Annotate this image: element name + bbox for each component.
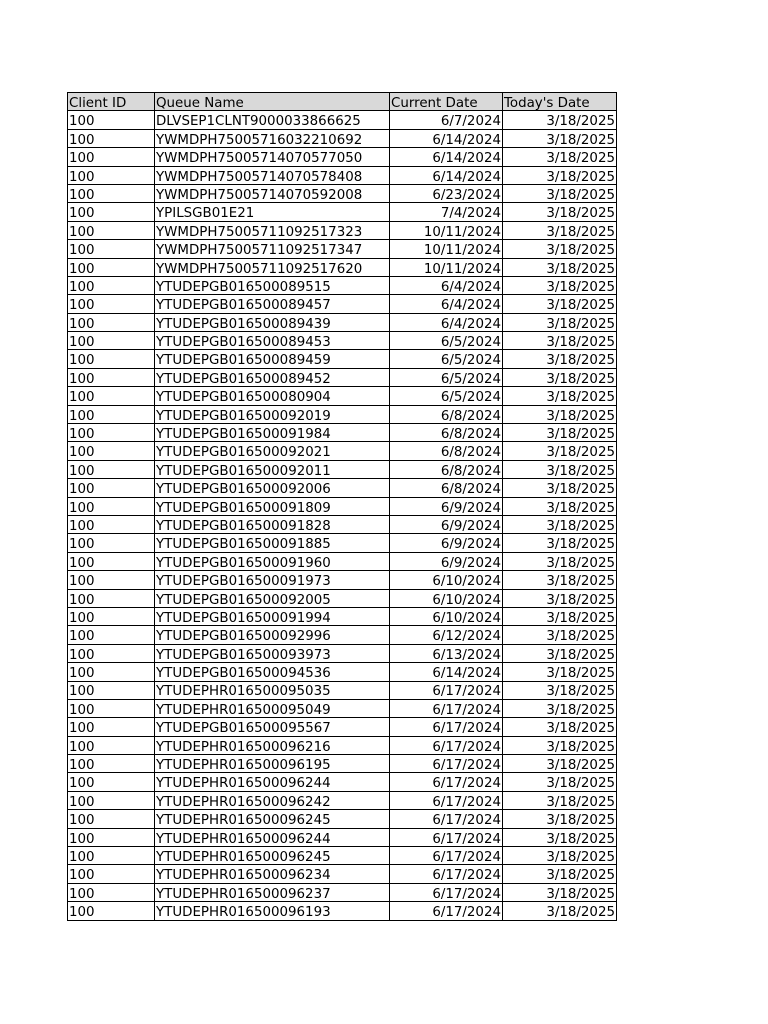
current-date-cell: 6/5/2024	[390, 332, 503, 350]
queue-name-cell: YTUDEPGB016500091984	[155, 424, 390, 442]
todays-date-cell: 3/18/2025	[503, 847, 617, 865]
table-row	[68, 497, 617, 515]
todays-date-cell: 3/18/2025	[503, 534, 617, 552]
current-date-cell: 6/17/2024	[390, 847, 503, 865]
current-date-cell: 6/17/2024	[390, 828, 503, 846]
client-id-cell: 100	[68, 644, 155, 662]
current-date-cell: 6/17/2024	[390, 865, 503, 883]
client-id-cell: 100	[68, 607, 155, 625]
current-date-cell: 6/14/2024	[390, 129, 503, 147]
todays-date-cell: 3/18/2025	[503, 607, 617, 625]
table-row	[68, 313, 617, 331]
table-row	[68, 607, 617, 625]
current-date-cell: 6/8/2024	[390, 442, 503, 460]
queue-name-cell: YWMDPH75005716032210692	[155, 129, 390, 147]
table-row	[68, 332, 617, 350]
queue-name-cell: YTUDEPGB016500089459	[155, 350, 390, 368]
queue-name-cell: YTUDEPGB016500092019	[155, 405, 390, 423]
todays-date-cell: 3/18/2025	[503, 736, 617, 754]
client-id-cell: 100	[68, 203, 155, 221]
table-row	[68, 699, 617, 717]
todays-date-cell: 3/18/2025	[503, 479, 617, 497]
queue-name-cell: YTUDEPHR016500095035	[155, 681, 390, 699]
current-date-cell: 6/17/2024	[390, 883, 503, 901]
queue-name-cell: YTUDEPHR016500096193	[155, 902, 390, 920]
queue-name-cell: YWMDPH75005711092517323	[155, 221, 390, 239]
current-date-cell: 6/17/2024	[390, 736, 503, 754]
client-id-cell: 100	[68, 663, 155, 681]
todays-date-cell: 3/18/2025	[503, 718, 617, 736]
client-id-cell: 100	[68, 442, 155, 460]
queue-name-cell: YTUDEPHR016500096245	[155, 847, 390, 865]
table-row	[68, 295, 617, 313]
client-id-cell: 100	[68, 515, 155, 533]
queue-name-cell: DLVSEP1CLNT9000033866625	[155, 111, 390, 129]
client-id-cell: 100	[68, 497, 155, 515]
current-date-cell: 6/4/2024	[390, 276, 503, 294]
table-row	[68, 663, 617, 681]
header-queue-name: Queue Name	[155, 93, 390, 111]
todays-date-cell: 3/18/2025	[503, 497, 617, 515]
queue-name-cell: YPILSGB01E21	[155, 203, 390, 221]
table-row	[68, 240, 617, 258]
queue-name-cell: YTUDEPHR016500096234	[155, 865, 390, 883]
current-date-cell: 6/17/2024	[390, 902, 503, 920]
todays-date-cell: 3/18/2025	[503, 111, 617, 129]
queue-name-cell: YTUDEPHR016500096245	[155, 810, 390, 828]
table-row	[68, 865, 617, 883]
todays-date-cell: 3/18/2025	[503, 571, 617, 589]
queue-name-cell: YTUDEPGB016500093973	[155, 644, 390, 662]
current-date-cell: 6/5/2024	[390, 350, 503, 368]
table-row	[68, 773, 617, 791]
queue-name-cell: YTUDEPGB016500091885	[155, 534, 390, 552]
client-id-cell: 100	[68, 902, 155, 920]
client-id-cell: 100	[68, 589, 155, 607]
todays-date-cell: 3/18/2025	[503, 148, 617, 166]
todays-date-cell: 3/18/2025	[503, 405, 617, 423]
table-row	[68, 626, 617, 644]
current-date-cell: 6/13/2024	[390, 644, 503, 662]
client-id-cell: 100	[68, 424, 155, 442]
current-date-cell: 6/17/2024	[390, 699, 503, 717]
todays-date-cell: 3/18/2025	[503, 902, 617, 920]
table-row	[68, 736, 617, 754]
client-id-cell: 100	[68, 295, 155, 313]
client-id-cell: 100	[68, 718, 155, 736]
todays-date-cell: 3/18/2025	[503, 221, 617, 239]
queue-name-cell: YTUDEPGB016500095567	[155, 718, 390, 736]
client-id-cell: 100	[68, 129, 155, 147]
client-id-cell: 100	[68, 479, 155, 497]
current-date-cell: 10/11/2024	[390, 258, 503, 276]
queue-name-cell: YTUDEPHR016500095049	[155, 699, 390, 717]
client-id-cell: 100	[68, 313, 155, 331]
table-row	[68, 589, 617, 607]
queue-name-cell: YWMDPH75005714070592008	[155, 184, 390, 202]
todays-date-cell: 3/18/2025	[503, 663, 617, 681]
table-row	[68, 828, 617, 846]
current-date-cell: 6/8/2024	[390, 424, 503, 442]
queue-name-cell: YWMDPH75005711092517620	[155, 258, 390, 276]
client-id-cell: 100	[68, 166, 155, 184]
queue-table	[67, 92, 617, 921]
current-date-cell: 6/17/2024	[390, 810, 503, 828]
current-date-cell: 6/17/2024	[390, 773, 503, 791]
todays-date-cell: 3/18/2025	[503, 773, 617, 791]
current-date-cell: 6/9/2024	[390, 552, 503, 570]
table-row	[68, 424, 617, 442]
table-row	[68, 258, 617, 276]
current-date-cell: 6/8/2024	[390, 479, 503, 497]
current-date-cell: 6/23/2024	[390, 184, 503, 202]
client-id-cell: 100	[68, 534, 155, 552]
todays-date-cell: 3/18/2025	[503, 313, 617, 331]
queue-name-cell: YTUDEPGB016500089439	[155, 313, 390, 331]
table-row	[68, 847, 617, 865]
table-row	[68, 350, 617, 368]
todays-date-cell: 3/18/2025	[503, 332, 617, 350]
current-date-cell: 6/4/2024	[390, 313, 503, 331]
table-row	[68, 442, 617, 460]
table-row	[68, 791, 617, 809]
queue-name-cell: YTUDEPGB016500080904	[155, 387, 390, 405]
client-id-cell: 100	[68, 791, 155, 809]
client-id-cell: 100	[68, 405, 155, 423]
current-date-cell: 6/14/2024	[390, 663, 503, 681]
todays-date-cell: 3/18/2025	[503, 755, 617, 773]
current-date-cell: 6/9/2024	[390, 497, 503, 515]
todays-date-cell: 3/18/2025	[503, 810, 617, 828]
current-date-cell: 6/5/2024	[390, 387, 503, 405]
client-id-cell: 100	[68, 258, 155, 276]
queue-name-cell: YTUDEPHR016500096237	[155, 883, 390, 901]
queue-name-cell: YTUDEPHR016500096216	[155, 736, 390, 754]
todays-date-cell: 3/18/2025	[503, 515, 617, 533]
table-row	[68, 129, 617, 147]
queue-name-cell: YTUDEPGB016500092011	[155, 460, 390, 478]
queue-name-cell: YTUDEPGB016500091960	[155, 552, 390, 570]
todays-date-cell: 3/18/2025	[503, 184, 617, 202]
client-id-cell: 100	[68, 847, 155, 865]
current-date-cell: 7/4/2024	[390, 203, 503, 221]
table-row	[68, 387, 617, 405]
table-row	[68, 552, 617, 570]
client-id-cell: 100	[68, 626, 155, 644]
table-row	[68, 276, 617, 294]
queue-name-cell: YTUDEPHR016500096244	[155, 773, 390, 791]
current-date-cell: 6/8/2024	[390, 460, 503, 478]
queue-name-cell: YTUDEPHR016500096242	[155, 791, 390, 809]
todays-date-cell: 3/18/2025	[503, 129, 617, 147]
current-date-cell: 6/5/2024	[390, 368, 503, 386]
table-row	[68, 902, 617, 920]
queue-name-cell: YWMDPH75005714070577050	[155, 148, 390, 166]
client-id-cell: 100	[68, 773, 155, 791]
current-date-cell: 6/17/2024	[390, 791, 503, 809]
queue-name-cell: YWMDPH75005714070578408	[155, 166, 390, 184]
queue-name-cell: YTUDEPGB016500089457	[155, 295, 390, 313]
table-row	[68, 368, 617, 386]
current-date-cell: 6/9/2024	[390, 534, 503, 552]
client-id-cell: 100	[68, 736, 155, 754]
table-row	[68, 148, 617, 166]
table-header	[68, 93, 617, 111]
todays-date-cell: 3/18/2025	[503, 258, 617, 276]
table-row	[68, 534, 617, 552]
table-row	[68, 644, 617, 662]
table-body	[68, 111, 617, 920]
table-row	[68, 111, 617, 129]
current-date-cell: 6/4/2024	[390, 295, 503, 313]
queue-name-cell: YTUDEPGB016500089452	[155, 368, 390, 386]
todays-date-cell: 3/18/2025	[503, 276, 617, 294]
client-id-cell: 100	[68, 332, 155, 350]
current-date-cell: 6/17/2024	[390, 755, 503, 773]
todays-date-cell: 3/18/2025	[503, 166, 617, 184]
current-date-cell: 6/14/2024	[390, 166, 503, 184]
current-date-cell: 6/17/2024	[390, 718, 503, 736]
current-date-cell: 6/7/2024	[390, 111, 503, 129]
table-row	[68, 755, 617, 773]
client-id-cell: 100	[68, 699, 155, 717]
todays-date-cell: 3/18/2025	[503, 387, 617, 405]
table-row	[68, 883, 617, 901]
todays-date-cell: 3/18/2025	[503, 368, 617, 386]
todays-date-cell: 3/18/2025	[503, 552, 617, 570]
client-id-cell: 100	[68, 552, 155, 570]
current-date-cell: 6/10/2024	[390, 571, 503, 589]
header-todays-date: Today's Date	[503, 93, 617, 111]
queue-name-cell: YTUDEPGB016500092996	[155, 626, 390, 644]
client-id-cell: 100	[68, 460, 155, 478]
todays-date-cell: 3/18/2025	[503, 699, 617, 717]
todays-date-cell: 3/18/2025	[503, 883, 617, 901]
todays-date-cell: 3/18/2025	[503, 203, 617, 221]
queue-name-cell: YTUDEPGB016500089515	[155, 276, 390, 294]
current-date-cell: 6/17/2024	[390, 681, 503, 699]
todays-date-cell: 3/18/2025	[503, 644, 617, 662]
todays-date-cell: 3/18/2025	[503, 626, 617, 644]
client-id-cell: 100	[68, 681, 155, 699]
todays-date-cell: 3/18/2025	[503, 791, 617, 809]
table-row	[68, 166, 617, 184]
client-id-cell: 100	[68, 755, 155, 773]
client-id-cell: 100	[68, 276, 155, 294]
client-id-cell: 100	[68, 350, 155, 368]
table-row	[68, 571, 617, 589]
table-row	[68, 405, 617, 423]
client-id-cell: 100	[68, 828, 155, 846]
queue-name-cell: YTUDEPGB016500091828	[155, 515, 390, 533]
table-row	[68, 718, 617, 736]
todays-date-cell: 3/18/2025	[503, 240, 617, 258]
client-id-cell: 100	[68, 865, 155, 883]
queue-name-cell: YTUDEPGB016500091809	[155, 497, 390, 515]
table-row	[68, 184, 617, 202]
table-row	[68, 203, 617, 221]
queue-name-cell: YTUDEPGB016500094536	[155, 663, 390, 681]
queue-name-cell: YTUDEPGB016500091994	[155, 607, 390, 625]
client-id-cell: 100	[68, 883, 155, 901]
todays-date-cell: 3/18/2025	[503, 865, 617, 883]
client-id-cell: 100	[68, 111, 155, 129]
client-id-cell: 100	[68, 368, 155, 386]
current-date-cell: 6/10/2024	[390, 589, 503, 607]
client-id-cell: 100	[68, 148, 155, 166]
client-id-cell: 100	[68, 387, 155, 405]
todays-date-cell: 3/18/2025	[503, 350, 617, 368]
table-row	[68, 221, 617, 239]
queue-name-cell: YTUDEPGB016500089453	[155, 332, 390, 350]
todays-date-cell: 3/18/2025	[503, 442, 617, 460]
queue-name-cell: YTUDEPGB016500092005	[155, 589, 390, 607]
table-row	[68, 681, 617, 699]
todays-date-cell: 3/18/2025	[503, 681, 617, 699]
queue-name-cell: YTUDEPHR016500096195	[155, 755, 390, 773]
table-row	[68, 810, 617, 828]
queue-name-cell: YTUDEPGB016500091973	[155, 571, 390, 589]
client-id-cell: 100	[68, 810, 155, 828]
header-row	[68, 93, 617, 111]
client-id-cell: 100	[68, 571, 155, 589]
table-row	[68, 515, 617, 533]
current-date-cell: 10/11/2024	[390, 221, 503, 239]
current-date-cell: 6/10/2024	[390, 607, 503, 625]
queue-name-cell: YTUDEPGB016500092006	[155, 479, 390, 497]
current-date-cell: 6/8/2024	[390, 405, 503, 423]
todays-date-cell: 3/18/2025	[503, 460, 617, 478]
todays-date-cell: 3/18/2025	[503, 295, 617, 313]
table-row	[68, 460, 617, 478]
current-date-cell: 10/11/2024	[390, 240, 503, 258]
queue-name-cell: YTUDEPGB016500092021	[155, 442, 390, 460]
current-date-cell: 6/12/2024	[390, 626, 503, 644]
table-row	[68, 479, 617, 497]
client-id-cell: 100	[68, 184, 155, 202]
queue-name-cell: YWMDPH75005711092517347	[155, 240, 390, 258]
queue-name-cell: YTUDEPHR016500096244	[155, 828, 390, 846]
client-id-cell: 100	[68, 240, 155, 258]
current-date-cell: 6/14/2024	[390, 148, 503, 166]
header-client-id: Client ID	[68, 93, 155, 111]
todays-date-cell: 3/18/2025	[503, 828, 617, 846]
todays-date-cell: 3/18/2025	[503, 589, 617, 607]
client-id-cell: 100	[68, 221, 155, 239]
header-current-date: Current Date	[390, 93, 503, 111]
current-date-cell: 6/9/2024	[390, 515, 503, 533]
todays-date-cell: 3/18/2025	[503, 424, 617, 442]
